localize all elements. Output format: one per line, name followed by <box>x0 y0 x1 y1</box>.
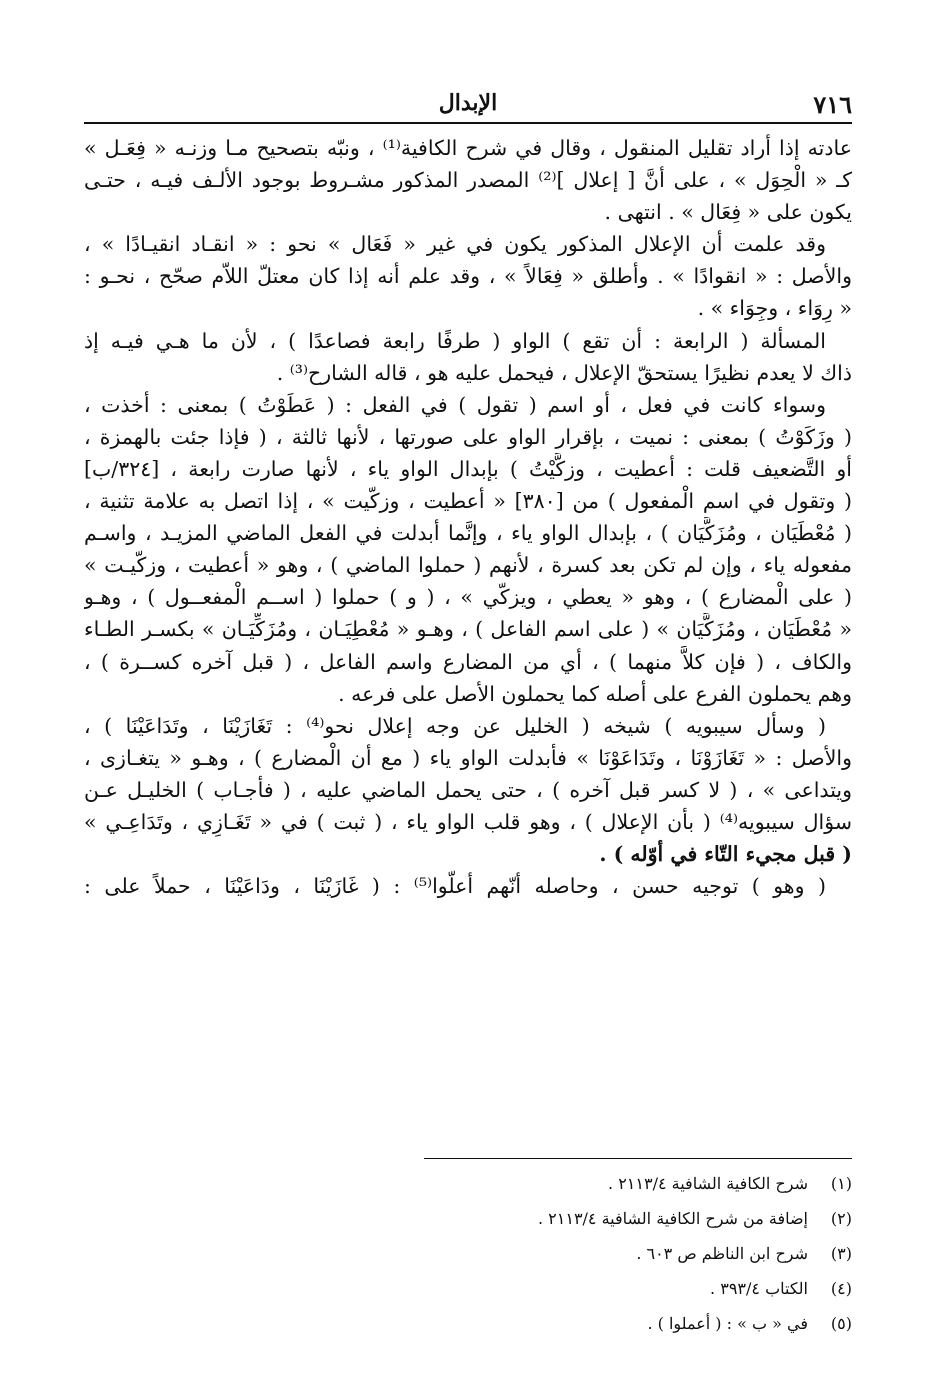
footnote-divider <box>424 1158 852 1159</box>
main-text <box>84 132 852 902</box>
footnote-number: (٥) <box>830 1314 852 1333</box>
footnote <box>392 1236 852 1271</box>
footnote-number: (٢) <box>830 1209 852 1228</box>
footnotes <box>392 1166 852 1341</box>
footnote <box>392 1166 852 1201</box>
footnote-text: إضافة من شرح الكافية الشافية ٢١١٣/٤ . <box>537 1209 808 1228</box>
text-line: أو التَّضعيف قلت : أعطيت ، وزكَّيْتُ ) بإبدال الواو ياء ، لأنها صارت رابعة ، [٣٢٤/ب] <box>84 456 852 481</box>
text-line: « مُعْطَيَان ، ومُزَكَّيَان » ( على اسم الفاعل ) ، وهـو « مُعْطِيَـان ، ومُزَكِّيَـان » بكسـر الطـاء <box>84 617 852 642</box>
text-line: ( وزَكَوْتُ ) بمعنى : نميت ، بإقرار الواو على صورتها ، لأنها ثالثة ، ( فإذا جئت بالهمزة ، <box>84 424 852 449</box>
text-line: والأصل : « تَغَازَوْنَا ، وتَدَاعَوْنَا » فأبدلت الواو ياء ( مع أن الْمضارع ) ، وهـو « يتغـازى ، <box>84 745 852 770</box>
text-line: والكاف ، ( فإن كلاًّ منهما ) ، أي من المضارع واسم الفاعل ، ( قبل آخره كســرة ) ، <box>84 649 852 674</box>
page-header <box>84 86 852 124</box>
footnote <box>392 1201 852 1236</box>
text-line: ويتداعى » ، ( لا كسر قبل آخره ) ، حتى يحمل الماضي عليه ، ( فأجـاب ) الخليـل عـن <box>84 777 852 802</box>
running-title: الإبدال <box>438 90 498 116</box>
text-line: ( وسأل سيبويه ) شيخه ( الخليل عن وجه إعلال نحو⁽⁴⁾ : تَغَازَيْنَا ، وتَدَاعَيْنَا ) ، <box>84 713 826 738</box>
text-line: وهم يحملون الفرع على أصله كما يحملون الأصل على فرعه . <box>338 681 852 706</box>
text-line: ( على الْمضارع ) ، وهو « يعطي ، ويزكّي » ، ( و ) حملوا ( اســم الْمفعــول ) ، وهـو <box>84 585 852 610</box>
footnote-text: شرح الكافية الشافية ٢١١٣/٤ . <box>608 1174 808 1193</box>
page-number: ٧١٦ <box>813 90 852 119</box>
footnote-text: شرح ابن الناظم ص ٦٠٣ . <box>636 1244 808 1263</box>
text-line: مفعوله ياء ، وإن لم تكن بعد كسرة ، لأنهم ( حملوا الماضي ) ، وهو « أعطيت ، وزكّيـت » <box>84 553 852 578</box>
text-line: كـ « الْحِوَل » ، على أنَّ [ إعلال ]⁽²⁾ المصدر المذكور مشـروط بوجود الألـف فيـه ، حتـى <box>84 168 852 193</box>
text-line: ( وهو ) توجيه حسن ، وحاصله أنّهم أعلّوا⁽⁵⁾ : ( غَازَيْنَا ، ودَاعَيْنَا ، حملاً على : <box>84 874 826 899</box>
text-line: وقد علمت أن الإعلال المذكور يكون في غير « فَعَال » نحو : « انقـاد انقيـادًا » ، <box>84 232 826 257</box>
footnote-text: الكتاب ٣٩٣/٤ . <box>710 1279 808 1298</box>
text-line: ( وتقول في اسم الْمفعول ) من [٣٨٠] « أعطيت ، وزكّيت » ، إذا اتصل به علامة تثنية ، <box>84 489 852 514</box>
text-line: وسواء كانت في فعل ، أو اسم ( تقول ) في الفعل : ( عَطَوْتُ ) بمعنى : أخذت ، <box>84 392 826 417</box>
footnote-number: (٣) <box>830 1244 852 1263</box>
footnote <box>392 1271 852 1306</box>
text-line: المسألة ( الرابعة : أن تقع ) الواو ( طرفًا رابعة فصاعدًا ) ، لأن ما هـي فيـه إذ <box>84 328 826 353</box>
text-line: عادته إذا أراد تقليل المنقول ، وقال في شرح الكافية⁽¹⁾ ، ونبّه بتصحيح مـا وزنـه « فِعَـل » <box>84 136 852 160</box>
text-line: سؤال سيبويه⁽⁴⁾ ( بأن الإعلال ) ، وهو قلب الواو ياء ، ( ثبت ) في « تَغَـازِي ، وتَدَاعِـي » <box>84 809 852 834</box>
text-line: يكون على « فِعَال » . انتهى . <box>604 200 852 225</box>
footnote <box>392 1306 852 1341</box>
text-line: ( مُعْطَيَان ، ومُزَكَّيَان ) ، بإبدال الواو ياء ، وإنَّما أبدلت في الفعل الماضي المزيـد ، واسـم <box>84 521 852 546</box>
footnote-number: (١) <box>830 1174 852 1193</box>
footnote-number: (٤) <box>830 1279 852 1298</box>
footnote-text: في « ب » : ( أعملوا ) . <box>647 1314 808 1333</box>
text-line: ذاك لا يعدم نظيرًا يستحقّ الإعلال ، فيحمل عليه هو ، قاله الشارح⁽³⁾ . <box>276 360 852 385</box>
text-line: والأصل : « انقوادًا » . وأطلق « فِعَالاً » ، وقد علم أنه إذا كان معتلّ اللاّم صحّح ، نحـو : <box>84 264 852 289</box>
text-line: ( قبل مجيء التّاء في أوّله ) . <box>599 842 852 867</box>
text-line: « رِوَاء ، وجِوَاء » . <box>697 296 852 321</box>
